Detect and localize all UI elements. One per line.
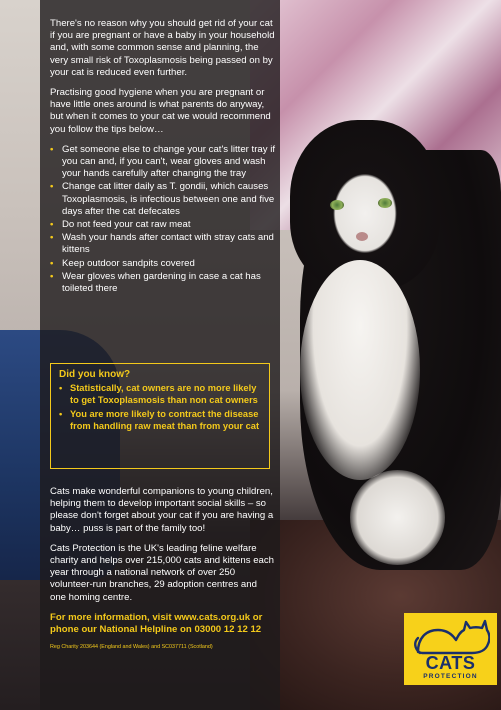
did-you-know-box (50, 363, 270, 469)
photo-cat-paw (350, 470, 445, 565)
tip-item: • Keep outdoor sandpits covered (50, 258, 275, 270)
main-content (50, 18, 275, 305)
charity-paragraph: Cats Protection is the UK's leading feline welfare charity and helps over 215,000 cats and kittens each year through a national network of over 250 volunteer-run branches, 29 adoption centres and one homing centre. (50, 542, 274, 603)
cat-outline-icon (412, 618, 490, 656)
photo-cat-chest (300, 260, 420, 480)
photo-cat-eye (378, 198, 392, 208)
cats-protection-logo (404, 613, 497, 685)
lower-content (50, 486, 275, 651)
logo-name: CATS (425, 653, 476, 673)
fact-item: • You are more likely to contract the disease from handling raw meat than from your cat (59, 409, 261, 432)
tips-list (50, 144, 275, 295)
photo-cat-nose (356, 232, 368, 241)
did-you-know-list (59, 383, 261, 432)
companions-paragraph: Cats make wonderful companions to young children, helping them to develop important social skills – so please don't forget about your cat if you are having a baby… puss is part of the family too! (50, 486, 274, 534)
tip-item: • Do not feed your cat raw meat (50, 219, 275, 231)
tip-item: • Wash your hands after contact with stray cats and kittens (50, 232, 275, 256)
hygiene-paragraph: Practising good hygiene when you are pregnant or have little ones around is what parents do anyway, but when it comes to your cat we would recommend you follow the tips below… (50, 87, 271, 135)
tip-item: • Get someone else to change your cat's litter tray if you can and, if you can't, wear gloves and wash your hands carefully after changing the tray (50, 144, 275, 181)
did-you-know-heading: Did you know? (59, 369, 131, 380)
logo-subtitle: PROTECTION (423, 673, 478, 680)
photo-cat-eye (330, 200, 344, 210)
contact-info: For more information, visit www.cats.org.uk or phone our National Helpline on 03000 12 12 12 (50, 611, 263, 636)
intro-paragraph: There's no reason why you should get rid of your cat if you are pregnant or have a baby in your household and, with some common sense and planning, the very small risk of Toxoplasmosis being passed on by your cat is reduced even further. (50, 18, 275, 78)
tip-item: • Wear gloves when gardening in case a cat has toileted there (50, 271, 275, 295)
fact-item: • Statistically, cat owners are no more likely to get Toxoplasmosis than non cat owners (59, 383, 261, 406)
tip-item: • Change cat litter daily as T. gondii, which causes Toxoplasmosis, is infectious between one and five days after the cat defecates (50, 181, 275, 218)
registration-note: Reg Charity 203644 (England and Wales) and SC037711 (Scotland) (50, 644, 213, 651)
